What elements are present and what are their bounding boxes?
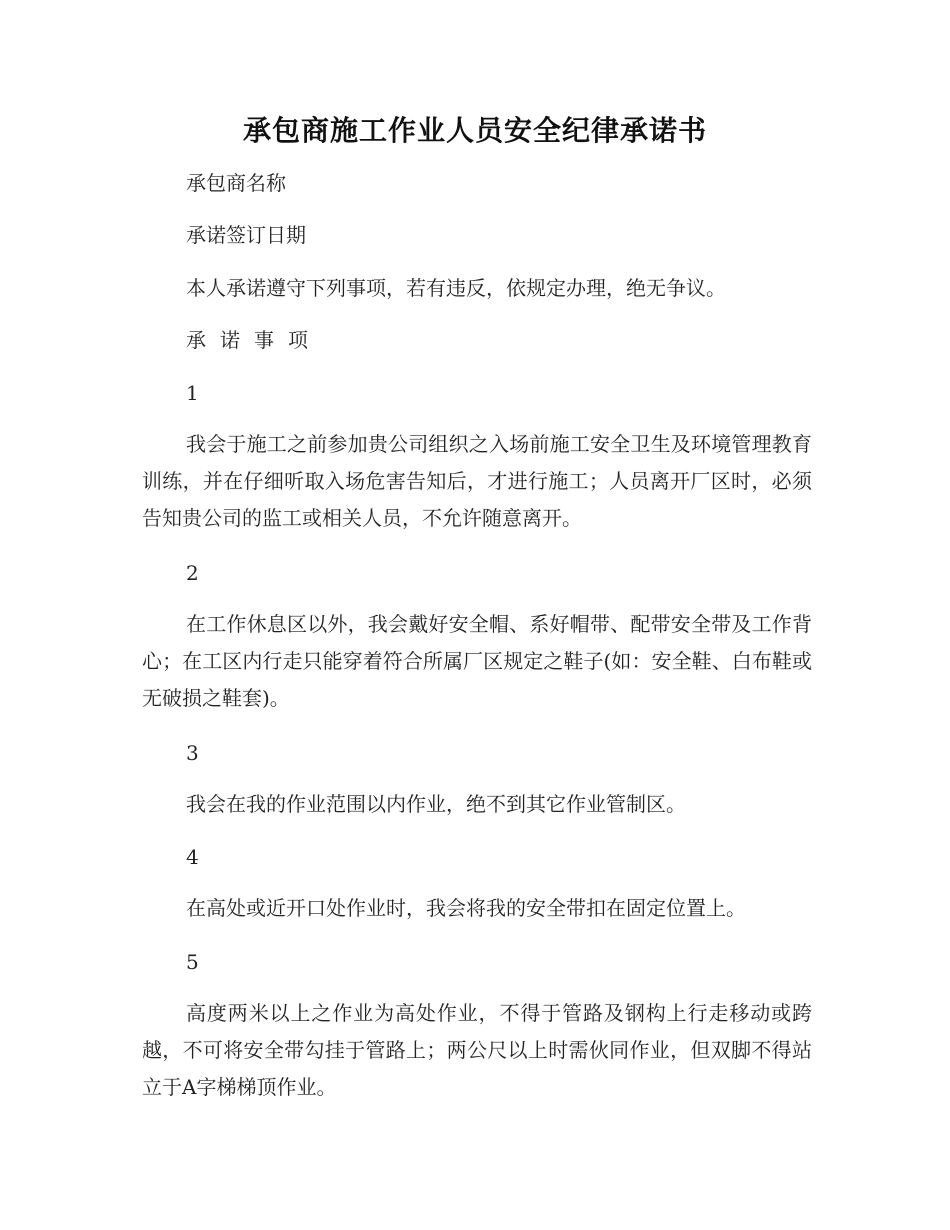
commitments-heading: 承诺事项 [186, 328, 322, 352]
item-number: 3 [186, 741, 199, 765]
item-text: 在工作休息区以外，我会戴好安全帽、系好帽带、配带安全带及工作背心；在工区内行走只能穿着符合所属厂区规定之鞋子(如：安全鞋、白布鞋或无破损之鞋套)。 [142, 612, 812, 710]
item-text: 高度两米以上之作业为高处作业，不得于管路及钢构上行走移动或跨越，不可将安全带勾挂于管路上；两公尺以上时需伙同作业，但双脚不得站立于A字梯梯顶作业。 [142, 1001, 812, 1099]
sign-date-label: 承诺签订日期 [186, 223, 306, 247]
item-number: 2 [186, 561, 199, 585]
item-number: 5 [186, 950, 199, 974]
item-text: 我会在我的作业范围以内作业，绝不到其它作业管制区。 [186, 792, 686, 816]
contractor-name-label: 承包商名称 [186, 171, 286, 195]
item-number: 1 [186, 381, 199, 405]
intro-text: 本人承诺遵守下列事项，若有违反，依规定办理，绝无争议。 [186, 276, 726, 300]
item-text: 在高处或近开口处作业时，我会将我的安全带扣在固定位置上。 [186, 896, 746, 920]
document-title: 承包商施工作业人员安全纪律承诺书 [242, 114, 707, 147]
item-text: 我会于施工之前参加贵公司组织之入场前施工安全卫生及环境管理教育训练，并在仔细听取入场危害告知后，才进行施工；人员离开厂区时，必须告知贵公司的监工或相关人员，不允许随意离开。 [142, 432, 812, 530]
item-number: 4 [186, 845, 199, 869]
